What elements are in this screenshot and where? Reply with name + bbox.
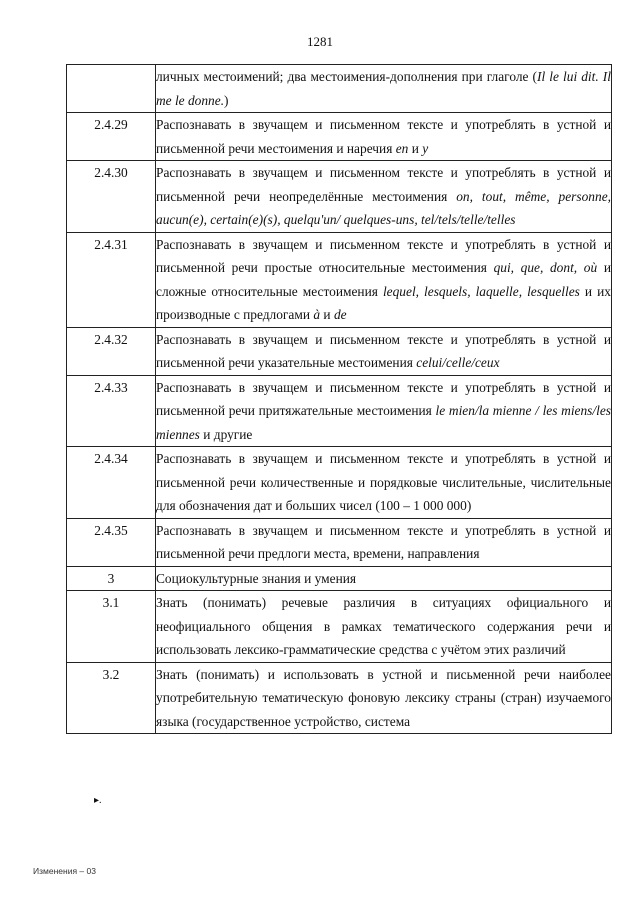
row-number: 2.4.30 xyxy=(67,161,156,233)
row-number: 2.4.32 xyxy=(67,327,156,375)
table-body xyxy=(67,65,612,734)
row-description xyxy=(156,65,612,113)
italic-term: de xyxy=(333,307,347,322)
text-span: Распознавать в звучащем и письменном тексте и употреблять в устной и письменной речи предлоги места, времени, направления xyxy=(156,522,611,561)
row-description xyxy=(156,232,612,327)
page-number: 1281 xyxy=(307,34,333,49)
table-row xyxy=(67,518,612,566)
row-description xyxy=(156,327,612,375)
text-span: и xyxy=(320,307,334,322)
table-row xyxy=(67,662,612,734)
row-number xyxy=(67,65,156,113)
text-span: ) xyxy=(224,92,229,108)
row-description xyxy=(156,662,612,734)
italic-term: qui, que, dont, où xyxy=(493,260,598,275)
row-number: 3.1 xyxy=(67,591,156,663)
table-row xyxy=(67,447,612,519)
italic-term: on, tout, même, personne, aucun(e), certain(e)(s), quelqu'un/ quelques-uns, tel/tels/telle/telles xyxy=(156,188,611,227)
row-number: 2.4.31 xyxy=(67,232,156,327)
text-span: и их производные с предлогами xyxy=(156,283,611,322)
row-description xyxy=(156,447,612,519)
text-span: Распознавать в звучащем и письменном тексте и употреблять в устной и письменной речи неопределённые местоимения xyxy=(156,165,611,204)
table-row xyxy=(67,113,612,161)
table-row xyxy=(67,591,612,663)
text-span: Распознавать в звучащем и письменном тексте и употреблять в устной и письменной речи местоимения и наречия xyxy=(156,117,611,156)
text-span: личных местоимений; два местоимения-дополнения при глаголе ( xyxy=(156,69,538,84)
table-row xyxy=(67,566,612,591)
row-description xyxy=(156,518,612,566)
text-span: Знать (понимать) и использовать в устной и письменной речи наиболее употребительную тематическую фоновую лексику страны (стран) изучаемого языка (государственное устройство, система xyxy=(156,666,611,729)
row-number: 2.4.33 xyxy=(67,375,156,447)
row-description xyxy=(156,375,612,447)
italic-term: en xyxy=(395,140,409,156)
text-span: Распознавать в звучащем и письменном тексте и употреблять в устной и письменной речи указательные местоимения xyxy=(156,331,611,370)
italic-term: à xyxy=(313,307,321,322)
italic-term: celui/celle/ceux xyxy=(416,355,500,370)
text-span: и сложные относительные местоимения xyxy=(156,260,611,299)
text-span: и другие xyxy=(199,426,253,442)
text-span: Социокультурные знания и умения xyxy=(156,570,357,586)
row-number: 3 xyxy=(67,566,156,591)
text-span: Распознавать в звучащем и письменном тексте и употреблять в устной и письменной речи притяжательные местоимения xyxy=(156,379,611,418)
footer-revision: Изменения – 03 xyxy=(33,866,96,876)
curriculum-table xyxy=(66,64,612,734)
italic-term: lequel, lesquels, laquelle, lesquelles xyxy=(382,283,580,299)
row-description xyxy=(156,113,612,161)
row-number: 2.4.35 xyxy=(67,518,156,566)
row-number: 3.2 xyxy=(67,662,156,734)
italic-term: Il le lui dit. Il me le donne. xyxy=(156,69,611,108)
text-span: Распознавать в звучащем и письменном тексте и употреблять в устной и письменной речи количественные и порядковые числительные, числительные для обозначения дат и больших чисел (100 – 1 000 000) xyxy=(156,451,611,513)
row-description xyxy=(156,591,612,663)
row-description xyxy=(156,161,612,233)
scan-mark: ▸. xyxy=(94,795,102,806)
table-row xyxy=(67,232,612,327)
text-span: и xyxy=(408,140,423,156)
table-row xyxy=(67,65,612,113)
italic-term: le mien/la mienne / les miens/les miennes xyxy=(156,403,611,442)
row-description xyxy=(156,566,612,591)
table-row xyxy=(67,375,612,447)
italic-term: y xyxy=(422,140,429,156)
table-row xyxy=(67,327,612,375)
row-number: 2.4.29 xyxy=(67,113,156,161)
text-span: Распознавать в звучащем и письменном тексте и употреблять в устной и письменной речи простые относительные местоимения xyxy=(156,236,611,275)
table-row xyxy=(67,161,612,233)
row-number: 2.4.34 xyxy=(67,447,156,519)
text-span: Знать (понимать) речевые различия в ситуациях официального и неофициального общения в рамках тематического содержания речи и использовать лексико-грамматические средства с учётом этих различий xyxy=(156,595,611,657)
